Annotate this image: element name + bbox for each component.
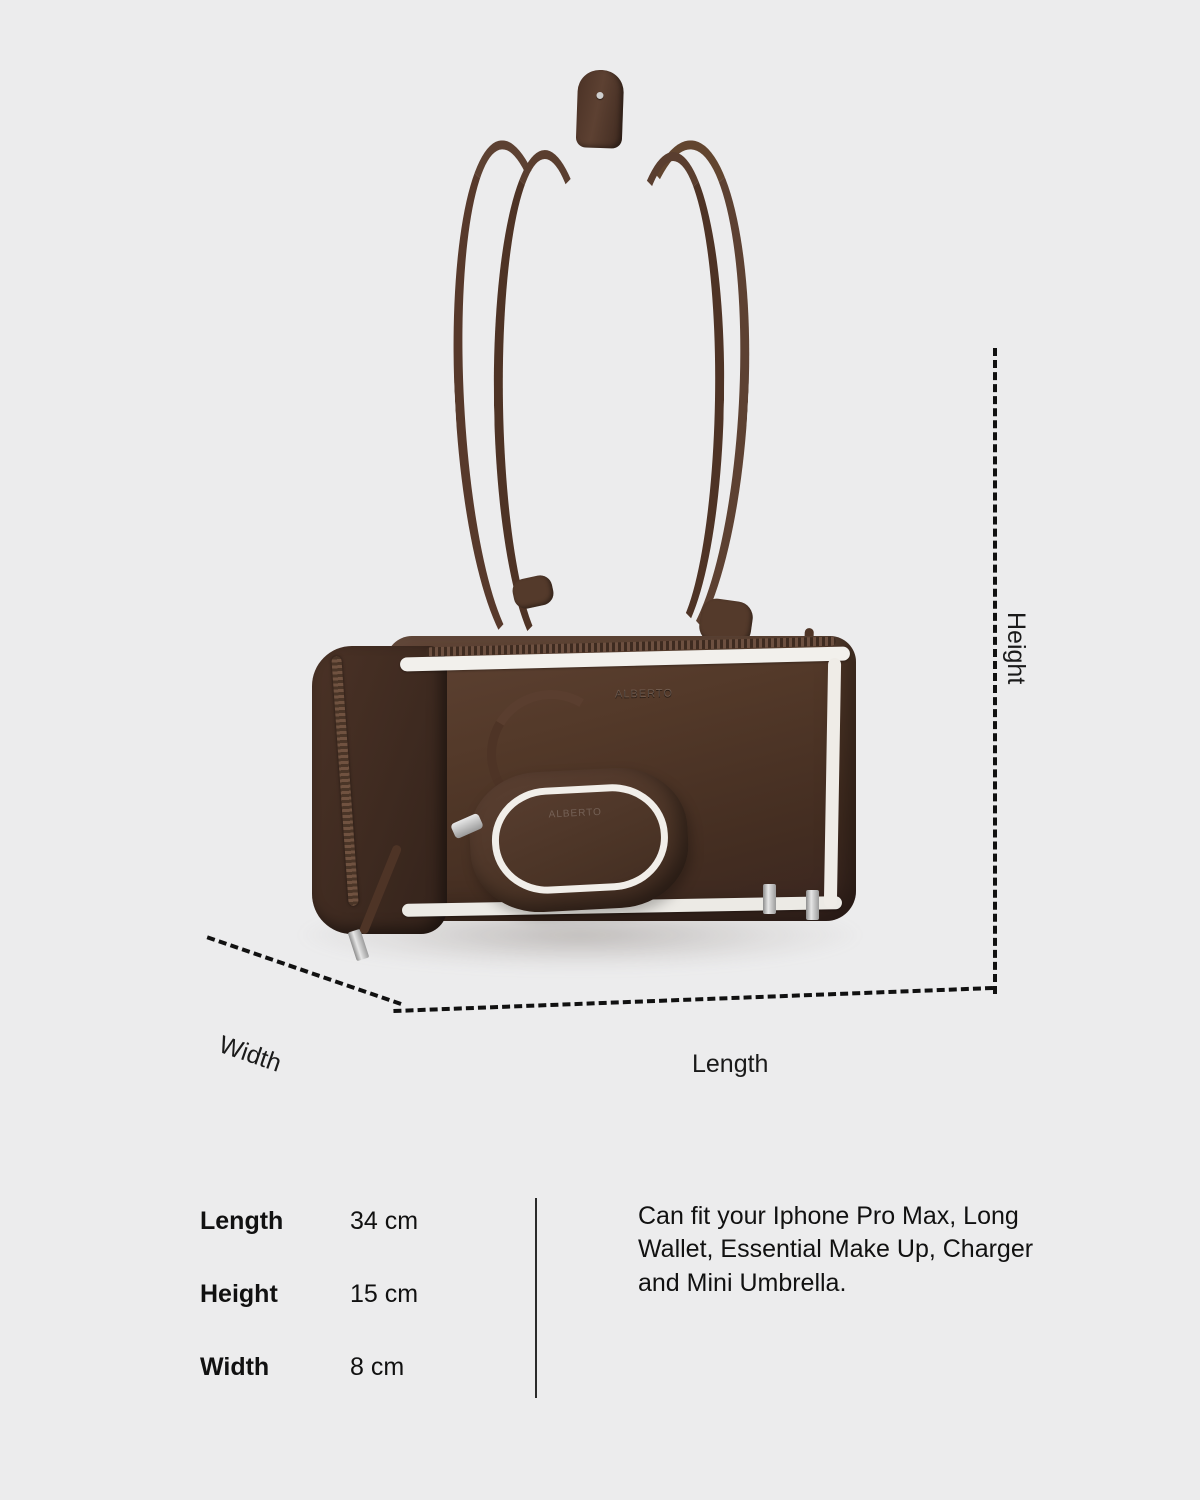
- spec-key-width: Width: [200, 1353, 270, 1381]
- spec-value-length: 34 cm: [350, 1207, 419, 1235]
- spec-key-length: Length: [200, 1207, 284, 1235]
- table-row: [200, 1207, 480, 1236]
- vertical-divider: [535, 1198, 537, 1398]
- cord-aglet-a: [763, 884, 776, 914]
- pouch-white-trim: [489, 781, 670, 896]
- spec-value-height: 15 cm: [350, 1280, 419, 1308]
- table-row: [200, 1353, 480, 1382]
- fit-note-text: Can fit your Iphone Pro Max, Long Wallet, Essential Make Up, Charger and Mini Umbrella.: [638, 1202, 1034, 1297]
- height-guide-label: Height: [1002, 612, 1030, 685]
- width-guide-label: Width: [215, 1030, 285, 1078]
- strap-top-tab: [576, 69, 625, 149]
- specs-section: [0, 1150, 1200, 1500]
- mini-pouch: [466, 764, 691, 915]
- spec-key-height: Height: [200, 1280, 278, 1308]
- spec-value-width: 8 cm: [350, 1353, 405, 1381]
- brand-emboss: ALBERTO: [614, 687, 674, 701]
- table-row: [200, 1280, 480, 1309]
- length-guide-line: [393, 986, 993, 1013]
- cord-aglet-b: [806, 890, 819, 920]
- height-guide-line: [993, 348, 997, 994]
- length-guide-label: Length: [692, 1050, 769, 1078]
- dimensions-table: [200, 1207, 480, 1426]
- pouch-brand-emboss: ALBERTO: [548, 806, 603, 821]
